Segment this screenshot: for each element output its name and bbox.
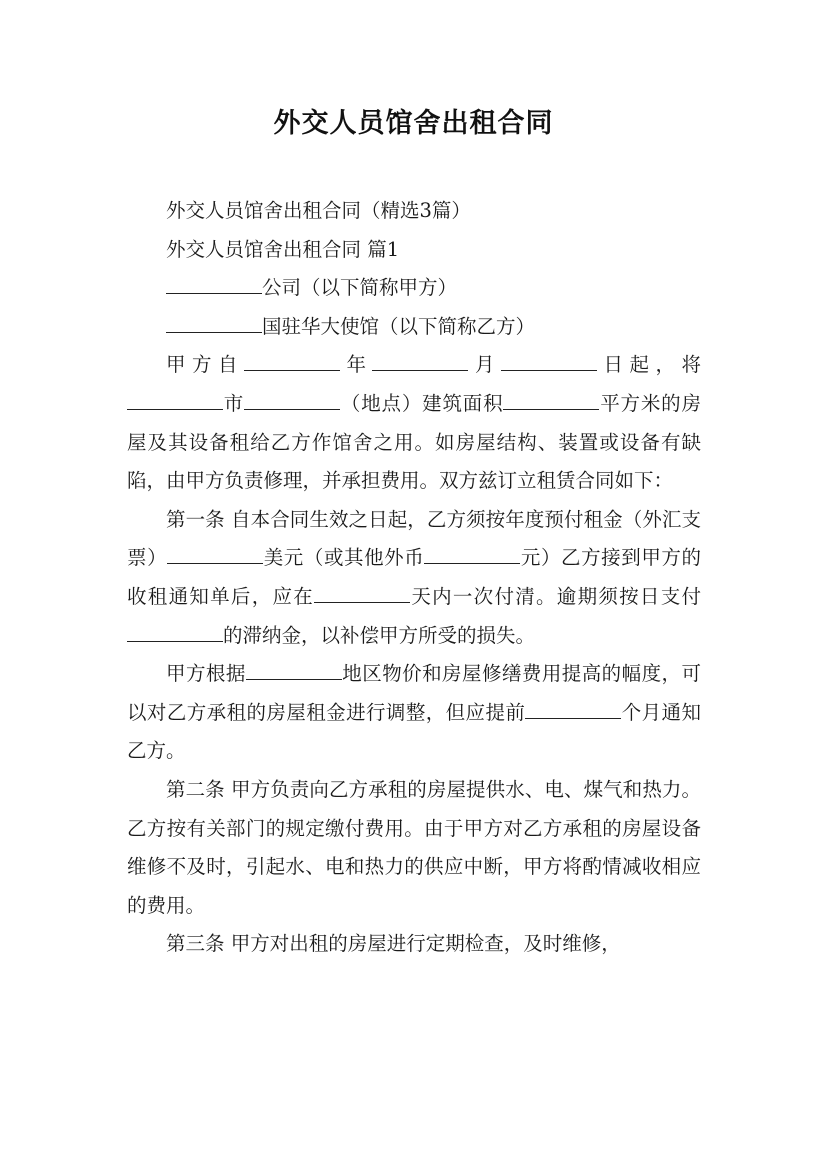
blank-line bbox=[127, 389, 223, 410]
blank-line bbox=[246, 659, 342, 680]
party-a-line bbox=[127, 269, 701, 308]
blank-line bbox=[424, 543, 520, 564]
blank-line bbox=[166, 311, 262, 332]
paragraph-article-2: 第二条 甲方负责向乙方承租的房屋提供水、电、煤气和热力。乙方按有关部门的规定缴付费用。由于甲方对乙方承租的房屋设备维修不及时，引起水、电和热力的供应中断，甲方将酌情减收相应的费用。 bbox=[127, 777, 701, 917]
text-run: 元）乙方接到甲方的收租通知单后，应在 bbox=[127, 546, 701, 608]
blank-line bbox=[244, 389, 340, 410]
blank-line bbox=[166, 273, 262, 294]
text-run: 的滞纳金，以补偿甲方所受的损失。 bbox=[223, 623, 536, 647]
blank-line bbox=[167, 543, 263, 564]
paragraph-rent-adjustment bbox=[127, 655, 701, 771]
party-a-text: 公司（以下简称甲方） bbox=[262, 276, 458, 300]
document-body bbox=[127, 192, 701, 964]
text-run: 平方米的房屋及其设备租给乙方作馆舍之用。如房屋结构、装置或设备有缺陷，由甲方负责修理，并承担费用。双方兹订立租赁合同如下： bbox=[127, 391, 701, 493]
party-b-text: 国驻华大使馆（以下简称乙方） bbox=[262, 314, 536, 338]
text-run: 地区物价和房屋修缮费用提高的幅度，可以对乙方承租的房屋租金进行调整，但应提前 bbox=[127, 662, 701, 724]
text-run: （地点）建筑面积 bbox=[340, 391, 504, 415]
text-run: 日起，将 bbox=[596, 353, 701, 377]
text-run: 第一条 自本合同生效之日起，乙方须按年度预付租金（外汇支票） bbox=[127, 507, 701, 570]
paragraph-article-3: 第三条 甲方对出租的房屋进行定期检查，及时维修， bbox=[166, 932, 621, 956]
text-run: 美元（或其他外币 bbox=[263, 546, 425, 570]
document-subtitle: 外交人员馆舍出租合同（精选3篇） bbox=[166, 199, 471, 222]
blank-line bbox=[503, 389, 599, 410]
paragraph-article-1 bbox=[127, 501, 701, 655]
paragraph-premises bbox=[127, 346, 701, 500]
blank-line bbox=[501, 350, 597, 371]
blank-line bbox=[314, 581, 410, 602]
blank-line bbox=[525, 697, 621, 718]
text-run: 天内一次付清。逾期须按日支付 bbox=[410, 584, 701, 608]
text-run: 个月通知乙方。 bbox=[127, 700, 701, 763]
blank-line bbox=[127, 620, 223, 641]
text-run: 年 bbox=[339, 353, 373, 377]
text-run: 市 bbox=[223, 391, 245, 415]
party-b-line bbox=[127, 308, 701, 347]
text-run: 甲方自 bbox=[166, 353, 244, 377]
document-title: 外交人员馆舍出租合同 bbox=[273, 108, 554, 139]
text-run: 甲方根据 bbox=[166, 662, 246, 686]
section-heading: 外交人员馆舍出租合同 篇1 bbox=[166, 237, 400, 261]
text-run: 月 bbox=[468, 353, 501, 377]
blank-line bbox=[372, 350, 468, 371]
blank-line bbox=[244, 350, 340, 371]
